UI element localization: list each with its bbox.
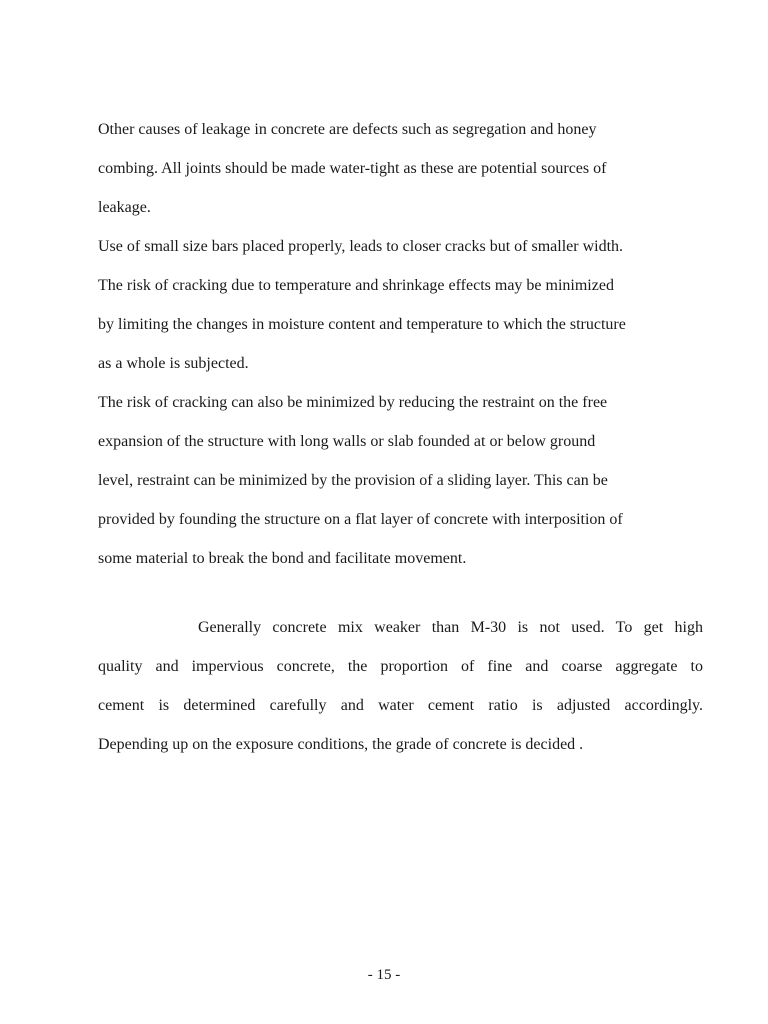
paragraph-3-line-3: level, restraint can be minimized by the provision of a sliding layer. This can be (98, 472, 608, 489)
paragraph-3-line-1: The risk of cracking can also be minimized by reducing the restraint on the free (98, 394, 608, 411)
paragraph-4-line-4: Depending up on the exposure conditions, the grade of concrete is decided . (98, 736, 584, 753)
page-number: - 15 - (367, 967, 401, 983)
paragraph-3-line-4: provided by founding the structure on a flat layer of concrete with interposition of (98, 511, 623, 528)
paragraph-4-line-2: quality and impervious concrete, the proportion of fine and coarse aggregate to (98, 658, 703, 675)
paragraph-2-line-4: as a whole is subjected. (98, 355, 249, 372)
paragraph-1-line-1: Other causes of leakage in concrete are defects such as segregation and honey (98, 121, 597, 138)
paragraph-4-line-1: Generally concrete mix weaker than M-30 is not used. To get high (198, 619, 703, 636)
paragraph-4-line-3: cement is determined carefully and water cement ratio is adjusted accordingly. (98, 697, 703, 714)
paragraph-2-line-1: Use of small size bars placed properly, leads to closer cracks but of smaller width. (98, 238, 624, 255)
paragraph-2-line-2: The risk of cracking due to temperature and shrinkage effects may be minimized (98, 277, 614, 294)
paragraph-3-line-2: expansion of the structure with long walls or slab founded at or below ground (98, 433, 596, 450)
paragraph-1-line-3: leakage. (98, 199, 151, 216)
paragraph-3-line-5: some material to break the bond and facilitate movement. (98, 550, 467, 567)
paragraph-1-line-2: combing. All joints should be made water-tight as these are potential sources of (98, 160, 607, 177)
paragraph-2-line-3: by limiting the changes in moisture content and temperature to which the structure (98, 316, 626, 333)
